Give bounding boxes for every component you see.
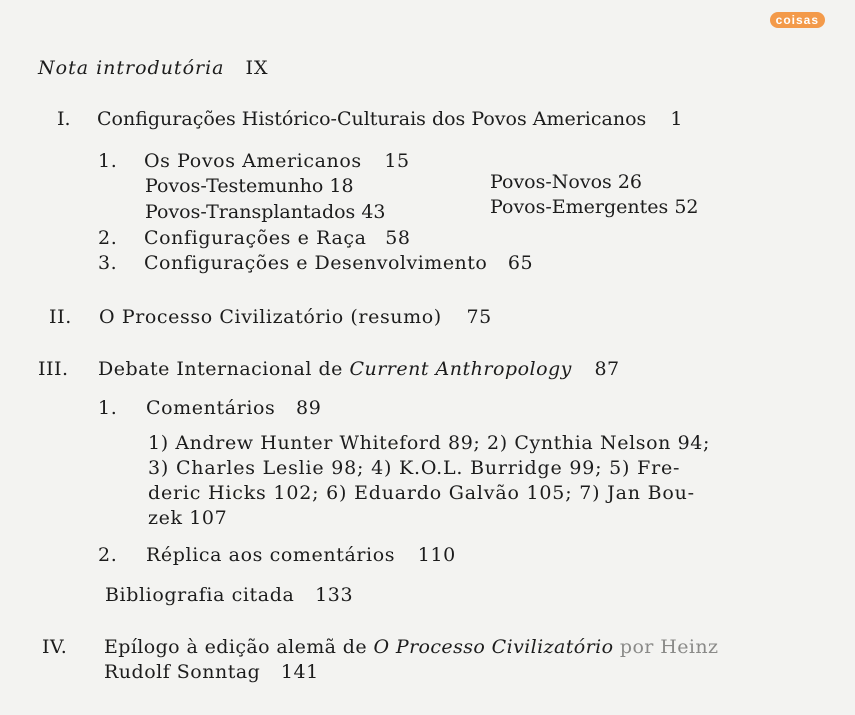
part1-number: I. (57, 108, 71, 130)
bibliography-page: 133 (315, 584, 354, 606)
part3-entry (38, 358, 620, 380)
part4-title-suffix: por Heinz (619, 636, 719, 658)
part4-title-italic: O Processo Civilizatório (373, 636, 614, 658)
part4-author: Rudolf Sonntag (104, 661, 261, 683)
intro-page: IX (245, 57, 269, 79)
chapter-number: 2. (98, 544, 118, 566)
bibliography-entry (105, 584, 353, 606)
part4-line2 (104, 661, 319, 683)
sub-povos-emergentes: Povos-Emergentes 52 (490, 196, 699, 218)
chapter-number: 1. (98, 397, 118, 419)
part2-entry (49, 306, 492, 328)
part4-entry (42, 636, 718, 658)
chapter-title: Os Povos Americanos (144, 150, 362, 172)
part3-chapter2 (98, 544, 456, 566)
part4-title-prefix: Epílogo à edição alemã de (104, 636, 368, 658)
chapter-number: 1. (98, 150, 118, 172)
part1-title: Configurações Histórico-Culturais dos Povos Americanos (97, 108, 647, 130)
intro-label: Nota introdutória (38, 57, 225, 79)
chapter-title: Configurações e Desenvolvimento (144, 252, 488, 274)
bibliography-title: Bibliografia citada (105, 584, 295, 606)
part3-chapter1 (98, 397, 321, 419)
comments-line-3: deric Hicks 102; 6) Eduardo Galvão 105; 7) Jan Bou- (148, 482, 695, 504)
comments-line-1: 1) Andrew Hunter Whiteford 89; 2) Cynthia Nelson 94; (148, 432, 710, 454)
sub-povos-novos: Povos-Novos 26 (490, 171, 642, 193)
comments-line-4: zek 107 (148, 507, 228, 529)
chapter-title: Réplica aos comentários (146, 544, 396, 566)
chapter-page: 15 (384, 150, 410, 172)
chapter-title: Configurações e Raça (144, 227, 367, 249)
chapter-page: 58 (385, 227, 411, 249)
sub-povos-transplantados: Povos-Transplantados 43 (145, 201, 386, 223)
part3-title-italic: Current Anthropology (349, 358, 572, 380)
part1-entry (57, 108, 682, 130)
part4-page: 141 (280, 661, 319, 683)
chapter-number: 3. (98, 252, 118, 274)
part3-title-prefix: Debate Internacional de (98, 358, 343, 380)
chapter-page: 89 (296, 397, 322, 419)
comments-line-2: 3) Charles Leslie 98; 4) K.O.L. Burridge 99; 5) Fre- (148, 457, 681, 479)
intro-entry (38, 57, 269, 79)
part1-chapter1 (98, 150, 410, 172)
part3-page: 87 (594, 358, 620, 380)
chapter-title: Comentários (146, 397, 276, 419)
chapter-page: 65 (507, 252, 534, 274)
chapter-number: 2. (98, 227, 118, 249)
watermark-logo: coisas (770, 12, 825, 28)
chapter-page: 110 (417, 544, 456, 566)
part1-chapter2 (98, 227, 411, 249)
part1-chapter3 (98, 252, 533, 274)
sub-povos-testemunho: Povos-Testemunho 18 (145, 175, 354, 197)
part2-number: II. (49, 306, 72, 328)
part1-page: 1 (670, 108, 683, 130)
part4-number: IV. (42, 636, 68, 658)
part3-number: III. (38, 358, 69, 380)
part2-title: O Processo Civilizatório (resumo) (99, 306, 442, 328)
part2-page: 75 (466, 306, 492, 328)
